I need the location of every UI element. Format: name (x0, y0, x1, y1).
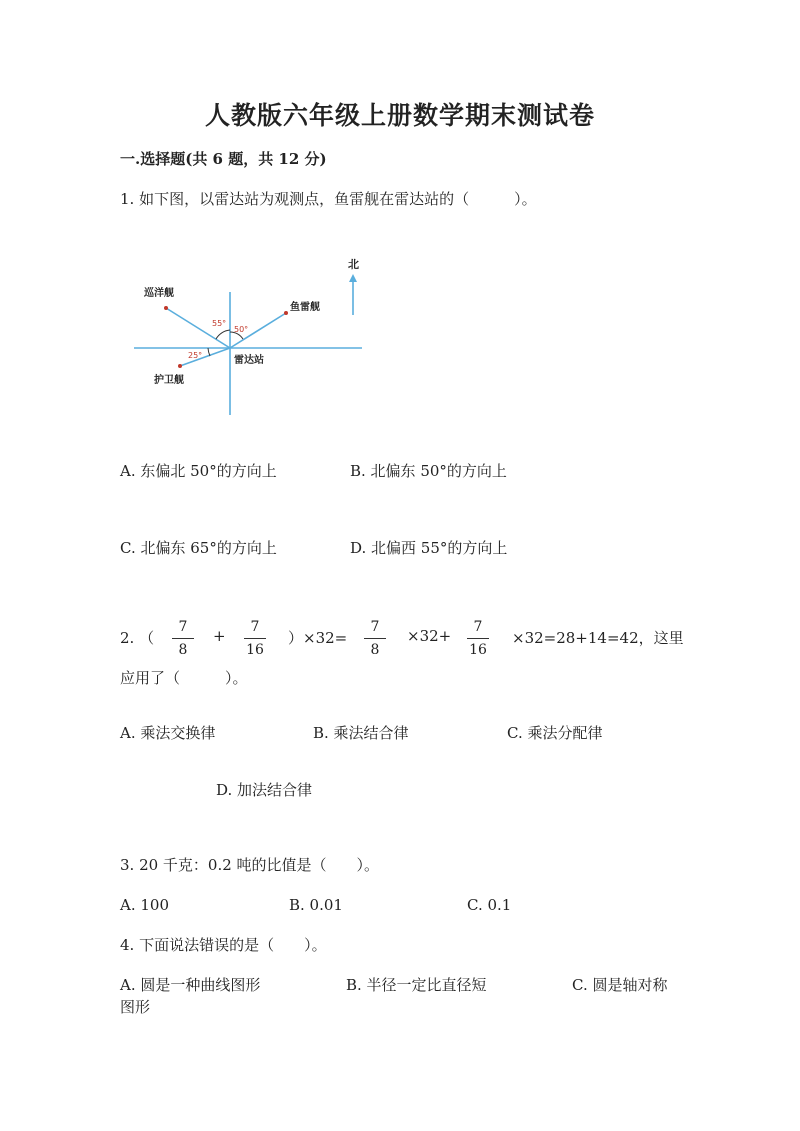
torpedo-point (284, 311, 288, 315)
question-2-prefix: 2. （ (120, 629, 155, 647)
q1-option-a[interactable]: A. 东偏北 50°的方向上 (120, 462, 277, 480)
label-escort: 护卫舰 (154, 375, 184, 386)
q2-option-b[interactable]: B. 乘法结合律 (313, 724, 409, 742)
question-2-line2: 应用了（ ）。 (120, 669, 248, 687)
q4-option-c[interactable]: C. 圆是轴对称 (572, 976, 668, 994)
question-2-tail: ×32=28+14=42，这里 (512, 629, 684, 647)
label-torpedo: 鱼雷舰 (290, 302, 320, 313)
question-2-close: ）×32= (288, 629, 348, 647)
q2-option-d[interactable]: D. 加法结合律 (216, 781, 313, 799)
label-north: 北 (348, 258, 359, 271)
arc-25 (208, 348, 210, 356)
q4-option-b[interactable]: B. 半径一定比直径短 (346, 976, 487, 994)
q1-option-d[interactable]: D. 北偏西 55°的方向上 (350, 539, 508, 557)
label-angle-25: 25° (188, 351, 203, 360)
label-cruiser: 巡洋舰 (144, 288, 174, 299)
direction-diagram (130, 250, 370, 420)
q2-option-a[interactable]: A. 乘法交换律 (120, 724, 216, 742)
q2-option-c[interactable]: C. 乘法分配律 (507, 724, 603, 742)
page-title: 人教版六年级上册数学期末测试卷 (204, 101, 595, 130)
question-2-plus: + (213, 627, 226, 645)
q1-option-c[interactable]: C. 北偏东 65°的方向上 (120, 539, 277, 557)
q4-option-a[interactable]: A. 圆是一种曲线图形 (120, 976, 261, 994)
q4-option-c-continued: 图形 (120, 998, 151, 1016)
label-angle-55: 55° (212, 319, 227, 328)
cruiser-point (164, 306, 168, 310)
label-angle-50: 50° (234, 325, 249, 334)
north-arrow-head (349, 274, 357, 282)
fraction-7-16-b: 7 16 (463, 618, 493, 659)
q3-option-c[interactable]: C. 0.1 (467, 896, 512, 914)
q3-option-b[interactable]: B. 0.01 (289, 896, 343, 914)
question-1-stem: 1. 如下图，以雷达站为观测点，鱼雷舰在雷达站的（ ）。 (120, 190, 537, 208)
arc-55 (216, 330, 230, 339)
label-radar: 雷达站 (234, 355, 264, 366)
escort-point (178, 364, 182, 368)
fraction-7-8-b: 7 8 (360, 618, 390, 659)
ray-cruiser (166, 308, 230, 348)
question-4-stem: 4. 下面说法错误的是（ ）。 (120, 936, 327, 954)
fraction-7-8-a: 7 8 (168, 618, 198, 659)
fraction-7-16-a: 7 16 (240, 618, 270, 659)
question-2-times32plus: ×32+ (407, 627, 452, 645)
section-heading: 一.选择题(共 6 题，共 12 分) (120, 150, 327, 168)
q1-option-b[interactable]: B. 北偏东 50°的方向上 (350, 462, 507, 480)
q3-option-a[interactable]: A. 100 (120, 896, 169, 914)
question-3-stem: 3. 20 千克：0.2 吨的比值是（ ）。 (120, 856, 380, 874)
